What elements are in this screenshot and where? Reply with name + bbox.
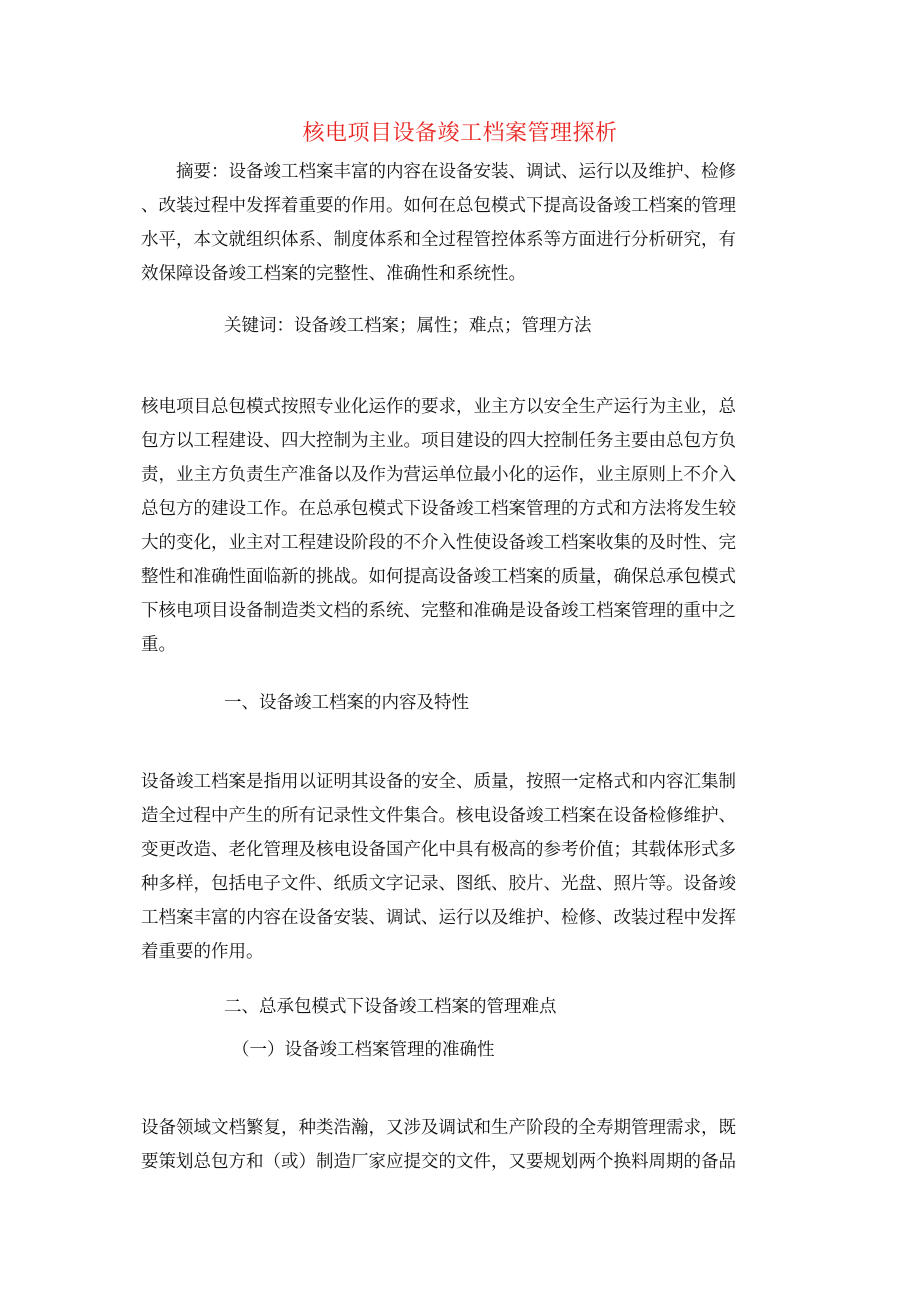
text-line: 种多样，包括电子文件、纸质文字记录、图纸、胶片、光盘、照片等。设备竣 — [141, 874, 736, 894]
text-line: 要策划总包方和（或）制造厂家应提交的文件，又要规划两个换料周期的备品 — [141, 1152, 736, 1172]
keywords-line: 关键词：设备竣工档案；属性；难点；管理方法 — [224, 316, 592, 336]
text-line: 着重要的作用。 — [141, 942, 264, 962]
text-line: 重。 — [141, 635, 176, 655]
body-paragraph-1 — [141, 390, 781, 662]
abstract-paragraph — [141, 155, 781, 291]
text-line: 下核电项目设备制造类文档的系统、完整和准确是设备竣工档案管理的重中之 — [141, 601, 736, 621]
text-line: 造全过程中产生的所有记录性文件集合。核电设备竣工档案在设备检修维护、 — [141, 806, 736, 826]
subsection-heading-1: （一）设备竣工档案管理的准确性 — [232, 1040, 495, 1060]
text-line: 整性和准确性面临新的挑战。如何提高设备竣工档案的质量，确保总承包模式 — [141, 567, 736, 587]
text-line: 变更改造、老化管理及核电设备国产化中具有极高的参考价值；其载体形式多 — [141, 840, 736, 860]
text-line: 责，业主方负责生产准备以及作为营运单位最小化的运作，业主原则上不介入 — [141, 465, 736, 485]
section-heading-2: 二、总承包模式下设备竣工档案的管理难点 — [224, 997, 557, 1017]
text-line: 大的变化，业主对工程建设阶段的不介入性使设备竣工档案收集的及时性、完 — [141, 533, 736, 553]
text-line: 、改装过程中发挥着重要的作用。如何在总包模式下提高设备竣工档案的管理 — [141, 196, 736, 216]
text-line: 包方以工程建设、四大控制为主业。项目建设的四大控制任务主要由总包方负 — [141, 431, 736, 451]
text-line: 工档案丰富的内容在设备安装、调试、运行以及维护、检修、改装过程中发挥 — [141, 908, 736, 928]
document-title: 核电项目设备竣工档案管理探析 — [302, 121, 618, 146]
text-line: 总包方的建设工作。在总承包模式下设备竣工档案管理的方式和方法将发生较 — [141, 499, 736, 519]
body-paragraph-3 — [141, 1111, 781, 1179]
text-line: 核电项目总包模式按照专业化运作的要求，业主方以安全生产运行为主业，总 — [141, 397, 736, 417]
text-line: 水平，本文就组织体系、制度体系和全过程管控体系等方面进行分析研究，有 — [141, 230, 736, 250]
text-line: 摘要：设备竣工档案丰富的内容在设备安装、调试、运行以及维护、检修 — [176, 162, 736, 182]
text-line: 设备竣工档案是指用以证明其设备的安全、质量，按照一定格式和内容汇集制 — [141, 772, 736, 792]
body-paragraph-2 — [141, 765, 781, 969]
section-heading-1: 一、设备竣工档案的内容及特性 — [224, 693, 469, 713]
text-line: 设备领域文档繁复，种类浩瀚，又涉及调试和生产阶段的全寿期管理需求，既 — [141, 1118, 736, 1138]
text-line: 效保障设备竣工档案的完整性、准确性和系统性。 — [141, 264, 526, 284]
